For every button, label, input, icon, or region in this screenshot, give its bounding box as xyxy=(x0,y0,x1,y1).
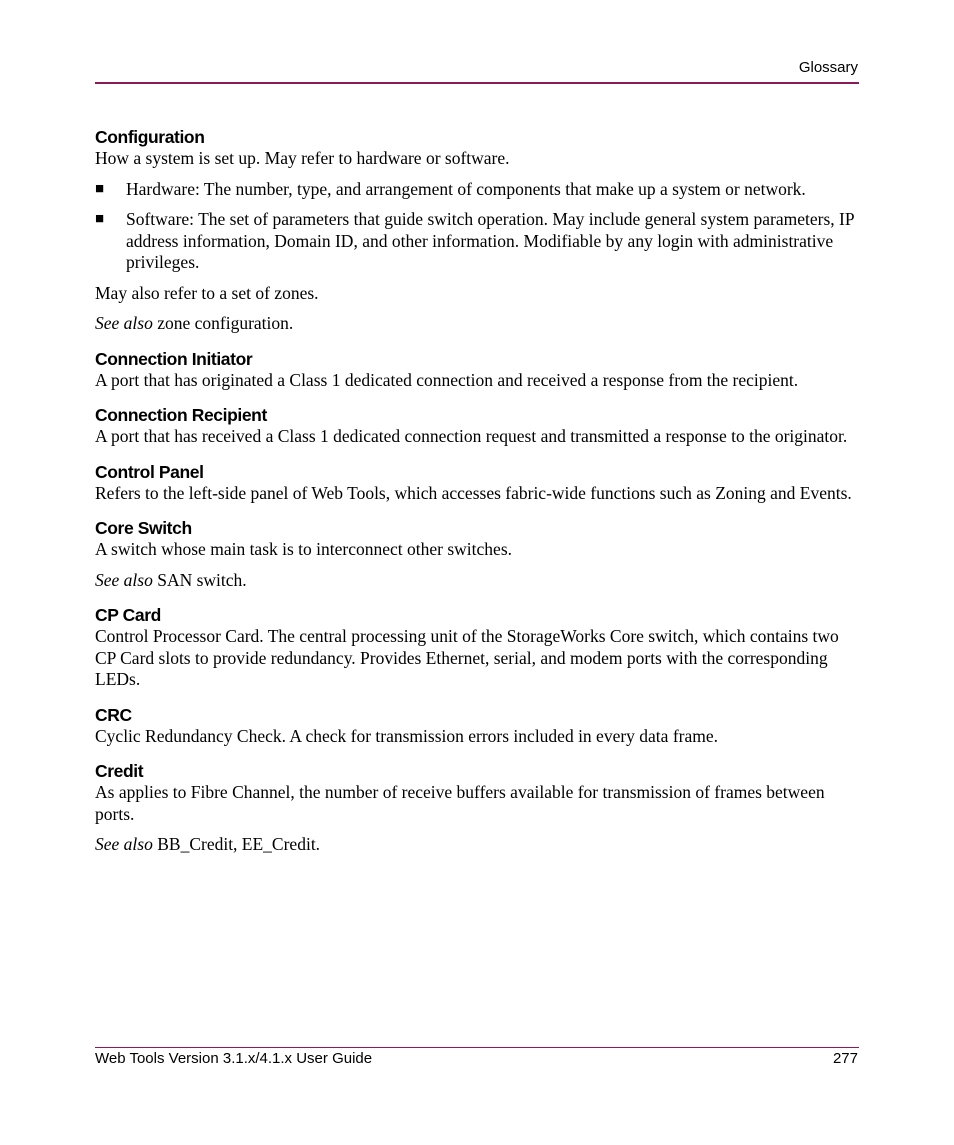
see-also xyxy=(95,834,859,856)
glossary-term: Configuration xyxy=(95,127,205,147)
glossary-definition: A port that has received a Class 1 dedicated connection request and transmitted a response to the originator. xyxy=(95,426,848,446)
header-rule xyxy=(95,82,859,84)
see-also-label: See also xyxy=(95,313,153,333)
footer-rule xyxy=(95,1047,859,1048)
glossary-entry-core-switch xyxy=(95,517,859,591)
glossary-term: Control Panel xyxy=(95,461,204,482)
see-also xyxy=(95,570,859,592)
glossary-content xyxy=(95,126,859,856)
see-also-text: zone configuration. xyxy=(152,313,294,333)
glossary-term: Connection Recipient xyxy=(95,405,267,425)
list-item xyxy=(95,179,859,201)
page-number: 277 xyxy=(832,1050,858,1067)
see-also-text: SAN switch. xyxy=(152,569,247,590)
glossary-note: May also refer to a set of zones. xyxy=(95,282,319,303)
glossary-term: Core Switch xyxy=(95,518,192,538)
square-bullet-icon: ■ xyxy=(95,211,105,227)
glossary-term: Connection Initiator xyxy=(95,348,253,369)
glossary-definition: A switch whose main task is to interconnect other switches. xyxy=(95,539,513,559)
glossary-definition: How a system is set up. May refer to hardware or software. xyxy=(95,148,510,168)
glossary-entry-cp-card xyxy=(95,604,859,691)
see-also-label: See also xyxy=(95,569,153,590)
glossary-entry-control-panel xyxy=(95,461,859,505)
glossary-term: Credit xyxy=(95,761,144,781)
glossary-entry-crc xyxy=(95,704,859,748)
list-item-text: Software: The set of parameters that guide switch operation. May include general system parameters, IP address information, Domain ID, and other information. Modifiable by any login with administrative privileges. xyxy=(126,209,854,272)
square-bullet-icon: ■ xyxy=(95,180,105,197)
see-also xyxy=(95,313,859,335)
glossary-definition: As applies to Fibre Channel, the number of receive buffers available for transmission of frames between ports. xyxy=(95,782,825,824)
glossary-definition: Control Processor Card. The central processing unit of the StorageWorks Core switch, which contains two CP Card slots to provide redundancy. Provides Ethernet, serial, and modem ports with the corresponding LEDs. xyxy=(95,626,839,689)
list-item xyxy=(95,209,859,274)
glossary-term: CRC xyxy=(95,704,132,725)
running-header: Glossary xyxy=(798,59,858,76)
glossary-entry-credit xyxy=(95,760,859,856)
glossary-definition: Refers to the left-side panel of Web Tools, which accesses fabric-wide functions such as Zoning and Events. xyxy=(95,482,852,503)
glossary-definition: A port that has originated a Class 1 dedicated connection and received a response from the recipient. xyxy=(95,369,799,390)
glossary-term: CP Card xyxy=(95,605,161,625)
glossary-definition: Cyclic Redundancy Check. A check for transmission errors included in every data frame. xyxy=(95,725,718,746)
list-item-text: Hardware: The number, type, and arrangement of components that make up a system or network. xyxy=(126,178,806,199)
footer-title: Web Tools Version 3.1.x/4.1.x User Guide xyxy=(95,1050,373,1067)
see-also-label: See also xyxy=(95,834,153,854)
glossary-entry-configuration xyxy=(95,126,859,335)
bullet-list xyxy=(95,179,859,274)
glossary-entry-connection-initiator xyxy=(95,348,859,392)
glossary-entry-connection-recipient xyxy=(95,404,859,448)
see-also-text: BB_Credit, EE_Credit. xyxy=(152,834,321,854)
